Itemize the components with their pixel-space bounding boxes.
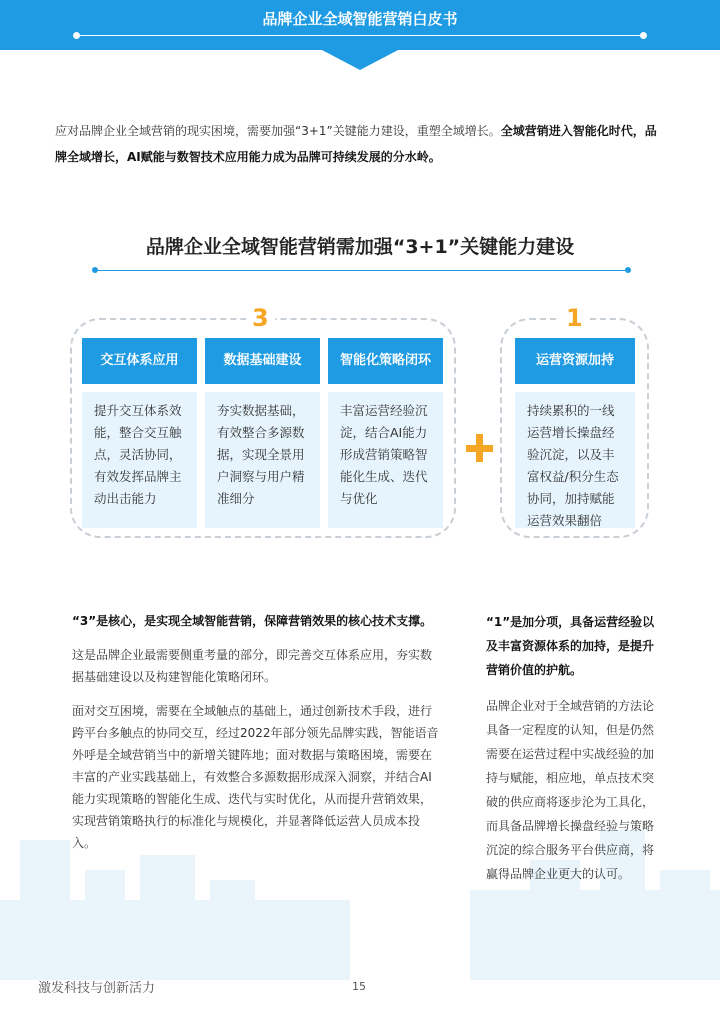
col-body-data: 夯实数据基础，有效整合多源数据，实现全景用户洞察与用户精准细分 bbox=[205, 392, 320, 528]
intro-normal-text: 应对品牌企业全域营销的现实困境，需要加强“3+1”关键能力建设，重塑全域增长。 bbox=[55, 124, 501, 138]
intro-bold-text: 全域营销进入智能化时代，品牌全域增长，AI赋能与数智技术应用能力成为品牌可持续发展的分水岭。 bbox=[55, 124, 657, 164]
title-divider bbox=[95, 270, 628, 271]
col-body-strategy: 丰富运营经验沉淀，结合AI能力形成营销策略智能化生成、迭代与优化 bbox=[328, 392, 443, 528]
title-dot-left bbox=[92, 267, 98, 273]
col-body-operations: 持续累积的一线运营增长操盘经验沉淀，以及丰富权益/积分生态协同，加持赋能运营效果翻倍 bbox=[515, 392, 635, 528]
col-body-interaction: 提升交互体系效能，整合交互触点，灵活协同，有效发挥品牌主动出击能力 bbox=[82, 392, 197, 528]
group-3-label: 3 bbox=[246, 305, 275, 331]
group-1-label: 1 bbox=[560, 305, 589, 331]
page-header bbox=[0, 0, 720, 50]
footer-slogan: 激发科技与创新活力 bbox=[38, 981, 156, 996]
page-number: 15 bbox=[352, 980, 366, 993]
col-head-interaction: 交互体系应用 bbox=[82, 338, 197, 384]
right-paragraph-1: 品牌企业对于全域营销的方法论具备一定程度的认知，但是仍然需要在运营过程中实战经验的加持与赋能，相应地，单点技术突破的供应商将逐步沦为工具化，而具备品牌增长操盘经验与策略沉淀的综合服务平台供应商，将赢得品牌企业更大的认可。 bbox=[486, 699, 655, 881]
right-column bbox=[486, 610, 656, 886]
right-heading: “1”是加分项，具备运营经验以及丰富资源体系的加持，是提升营销价值的护航。 bbox=[486, 615, 655, 677]
title-dot-right bbox=[625, 267, 631, 273]
diagram-title: 品牌企业全域智能营销需加强“3+1”关键能力建设 bbox=[145, 236, 575, 258]
header-divider bbox=[76, 35, 644, 36]
header-title: 品牌企业全域智能营销白皮书 bbox=[262, 10, 458, 28]
intro-paragraph bbox=[55, 118, 667, 170]
header-dot-left bbox=[73, 32, 80, 39]
left-heading: “3”是核心，是实现全域智能营销，保障营销效果的核心技术支撑。 bbox=[72, 614, 433, 628]
left-column bbox=[72, 610, 442, 866]
col-head-strategy: 智能化策略闭环 bbox=[328, 338, 443, 384]
col-head-data: 数据基础建设 bbox=[205, 338, 320, 384]
left-paragraph-1: 这是品牌企业最需要侧重考量的部分，即完善交互体系应用，夯实数据基础建设以及构建智能化策略闭环。 bbox=[72, 648, 433, 684]
header-notch bbox=[322, 50, 398, 70]
col-head-operations: 运营资源加持 bbox=[515, 338, 635, 384]
left-paragraph-2: 面对交互困境，需要在全域触点的基础上，通过创新技术手段，进行跨平台多触点的协同交互，经过2022年部分领先品牌实践，智能语音外呼是全域营销当中的新增关键阵地；面对数据与策略困境，需要在丰富的产业实践基础上，有效整合多源数据形成深入洞察，并结合AI能力实现策略的智能化生成、迭代与实时优化，从而提升营销效果，实现营销策略执行的标准化与规模化，并显著降低运营人员成本投入。 bbox=[72, 704, 439, 850]
header-dot-right bbox=[640, 32, 647, 39]
